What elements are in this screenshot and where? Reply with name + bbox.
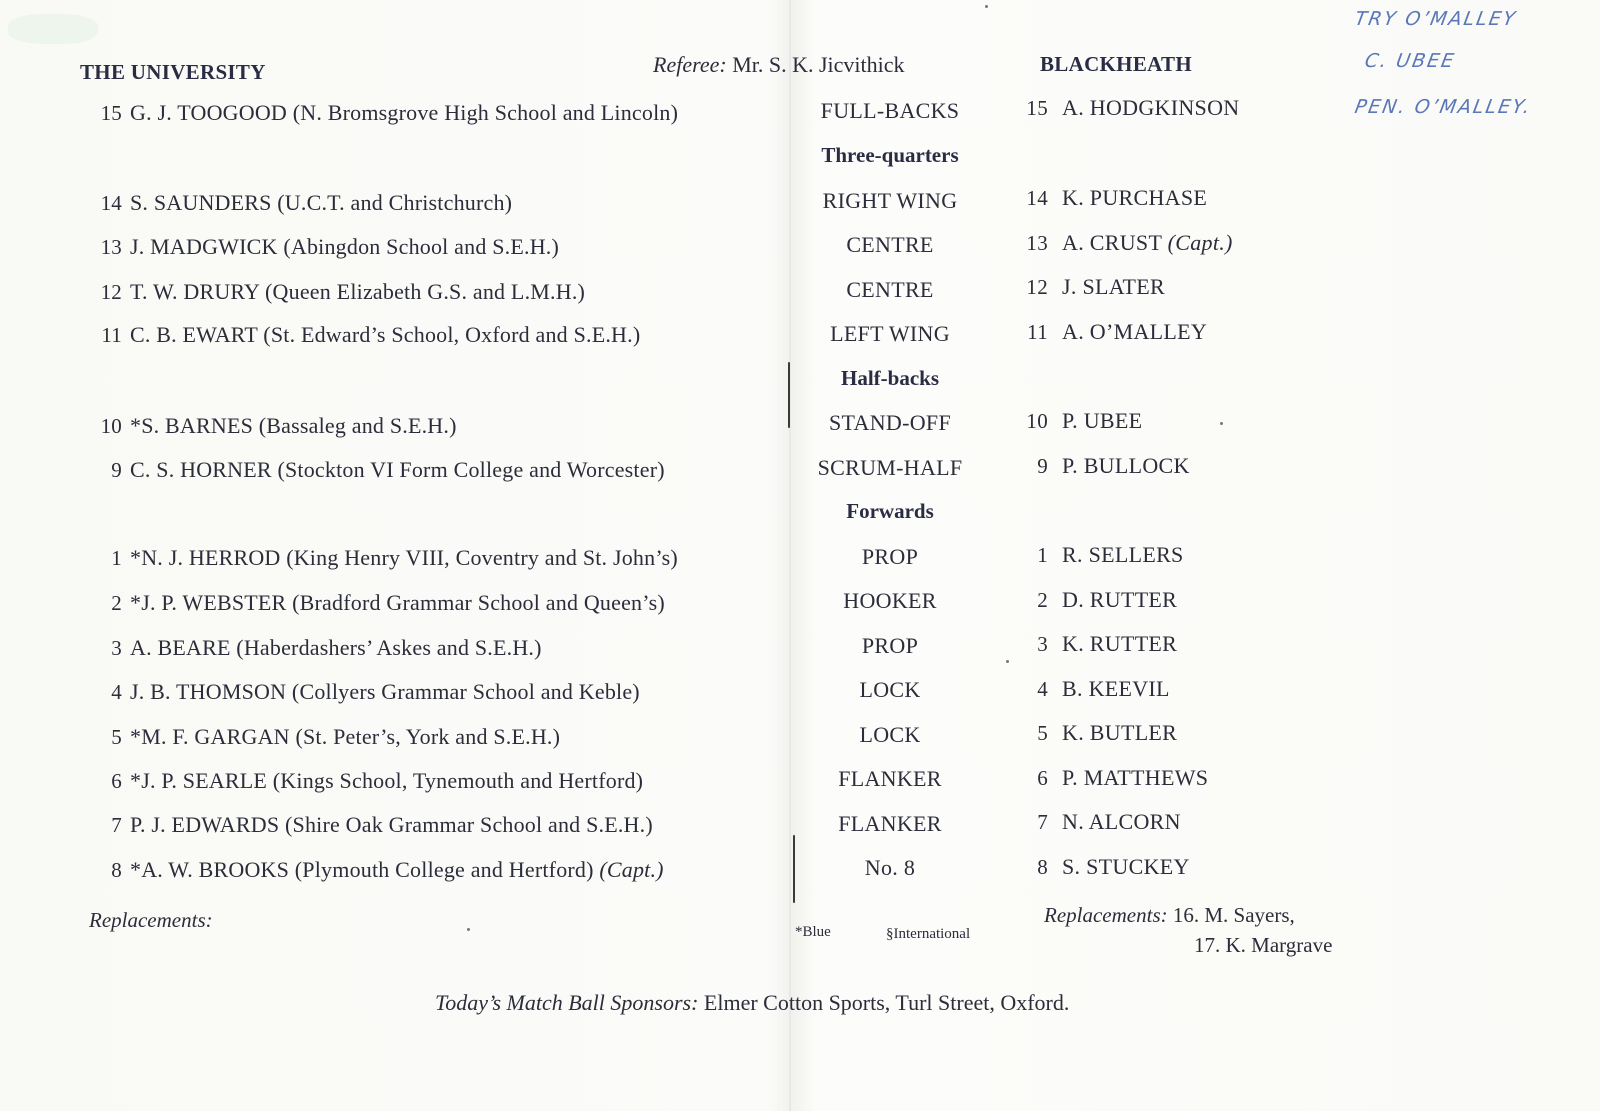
blackheath-player-7	[1020, 809, 1181, 835]
university-replacements-label: Replacements:	[89, 908, 213, 932]
position-prop: PROP	[861, 544, 919, 569]
player-name: A. CRUST	[1062, 230, 1162, 255]
university-player-11	[80, 322, 640, 348]
position-scrum-half: SCRUM-HALF	[817, 455, 963, 480]
paper-speck	[467, 928, 470, 931]
referee-label: Referee:	[653, 52, 727, 77]
paper-stain	[8, 14, 98, 44]
blackheath-player-14	[1020, 185, 1207, 211]
player-number: 3	[1037, 632, 1048, 656]
player-name: *S. BARNES (Bassaleg and S.E.H.)	[130, 413, 457, 438]
heading-three-quarters: Three-quarters	[821, 143, 959, 167]
paper-speck	[1006, 660, 1009, 663]
blackheath-title: BLACKHEATH	[1040, 52, 1192, 76]
player-number: 8	[1037, 855, 1048, 879]
player-name: K. BUTLER	[1062, 720, 1178, 745]
paper-speck	[1220, 422, 1223, 425]
player-name: P. MATTHEWS	[1062, 765, 1209, 790]
player-name: R. SELLERS	[1062, 542, 1184, 567]
university-player-6	[80, 768, 643, 794]
university-player-8	[80, 857, 664, 883]
player-name: N. ALCORN	[1062, 809, 1181, 834]
handwritten-note-penalty: PEN. O’MALLEY.	[1353, 96, 1534, 118]
player-name: C. S. HORNER (Stockton VI Form College and Worcester)	[130, 457, 665, 482]
player-number: 10	[1026, 409, 1048, 433]
player-name: A. BEARE (Haberdashers’ Askes and S.E.H.)	[130, 635, 542, 660]
player-number: 14	[1026, 186, 1048, 210]
university-player-5	[80, 724, 560, 750]
position-prop: PROP	[861, 633, 919, 658]
handwritten-note-conversion: C. UBEE	[1363, 50, 1458, 72]
blackheath-player-15	[1020, 95, 1239, 121]
legend-international: §International	[886, 926, 971, 942]
player-name: A. HODGKINSON	[1062, 95, 1240, 120]
match-ball-sponsors	[435, 990, 1069, 1016]
paper-speck	[985, 5, 988, 8]
sponsors-text: Elmer Cotton Sports, Turl Street, Oxford.	[703, 990, 1070, 1015]
blackheath-player-1	[1020, 542, 1184, 568]
heading-half-backs: Half-backs	[840, 366, 939, 390]
university-player-1	[80, 545, 678, 571]
position-centre: CENTRE	[846, 277, 934, 302]
blackheath-player-9	[1020, 453, 1190, 479]
university-player-9	[80, 457, 665, 483]
legend-blue: *Blue	[795, 924, 831, 940]
referee-line	[653, 52, 905, 78]
player-name: B. KEEVIL	[1062, 676, 1170, 701]
player-name: *J. P. WEBSTER (Bradford Grammar School and Queen’s)	[130, 590, 665, 615]
blackheath-replacements-label: Replacements:	[1044, 903, 1168, 927]
position-left-wing: LEFT WING	[830, 321, 950, 346]
player-name: *J. P. SEARLE (Kings School, Tynemouth and Hertford)	[130, 768, 644, 793]
blackheath-player-10	[1020, 408, 1142, 434]
university-player-13	[80, 234, 559, 260]
blackheath-player-2	[1020, 587, 1177, 613]
player-name: G. J. TOOGOOD (N. Bromsgrove High School and Lincoln)	[130, 100, 679, 125]
player-name: P. BULLOCK	[1062, 453, 1190, 478]
player-name: J. SLATER	[1062, 274, 1165, 299]
heading-forwards: Forwards	[846, 499, 934, 523]
player-number: 2	[1037, 588, 1048, 612]
blackheath-player-6	[1020, 765, 1208, 791]
position-number-8: No. 8	[864, 855, 916, 880]
university-player-15	[80, 100, 678, 126]
position-centre: CENTRE	[846, 232, 934, 257]
replacement-line-2: 17. K. Margrave	[1194, 933, 1333, 957]
player-number: 6	[111, 769, 122, 793]
player-number: 13	[100, 235, 122, 259]
player-number: 10	[100, 414, 122, 438]
position-hooker: HOOKER	[843, 588, 937, 613]
captain-suffix: (Capt.)	[599, 857, 664, 882]
player-name: A. O’MALLEY	[1062, 319, 1208, 344]
player-name: P. UBEE	[1062, 408, 1143, 433]
player-name: K. PURCHASE	[1062, 185, 1208, 210]
position-lock: LOCK	[859, 722, 921, 747]
player-name: *N. J. HERROD (King Henry VIII, Coventry and St. John’s)	[130, 545, 678, 570]
handwritten-note-try: TRY O’MALLEY	[1353, 8, 1519, 30]
university-player-14	[80, 190, 512, 216]
player-number: 7	[1037, 810, 1048, 834]
player-name: J. B. THOMSON (Collyers Grammar School and Keble)	[130, 679, 640, 704]
player-number: 3	[111, 636, 122, 660]
referee-name: Mr. S. K. Jicvithick	[732, 52, 905, 77]
player-name: S. STUCKEY	[1062, 854, 1190, 879]
player-name: P. J. EDWARDS (Shire Oak Grammar School and S.E.H.)	[130, 812, 653, 837]
player-number: 6	[1037, 766, 1048, 790]
player-number: 4	[1037, 677, 1048, 701]
blackheath-player-8	[1020, 854, 1190, 880]
blackheath-player-3	[1020, 631, 1177, 657]
captain-suffix: (Capt.)	[1167, 230, 1233, 255]
player-number: 15	[1026, 96, 1048, 120]
player-number: 11	[1027, 320, 1048, 344]
player-name: T. W. DRURY (Queen Elizabeth G.S. and L.M.H.)	[130, 279, 586, 304]
university-player-3	[80, 635, 542, 661]
player-number: 9	[1037, 454, 1048, 478]
player-name: *M. F. GARGAN (St. Peter’s, York and S.E.H.)	[130, 724, 561, 749]
player-name: J. MADGWICK (Abingdon School and S.E.H.)	[130, 234, 560, 259]
player-number: 7	[111, 813, 122, 837]
player-name: D. RUTTER	[1062, 587, 1178, 612]
blackheath-replacements	[1044, 900, 1332, 960]
player-name: S. SAUNDERS (U.C.T. and Christchurch)	[130, 190, 513, 215]
position-flanker: FLANKER	[838, 766, 942, 791]
player-name: *A. W. BROOKS (Plymouth College and Hertford)	[130, 857, 594, 882]
player-number: 12	[1026, 275, 1048, 299]
player-number: 11	[101, 323, 122, 347]
university-player-12	[80, 279, 585, 305]
blackheath-player-13	[1020, 230, 1233, 256]
player-number: 9	[111, 458, 122, 482]
player-number: 14	[100, 191, 122, 215]
position-full-back: FULL-BACKS	[820, 98, 960, 123]
player-number: 2	[111, 591, 122, 615]
player-number: 1	[111, 546, 122, 570]
position-stand-off: STAND-OFF	[829, 410, 951, 435]
university-player-10	[80, 413, 457, 439]
university-player-2	[80, 590, 665, 616]
player-name: C. B. EWART (St. Edward’s School, Oxford and S.E.H.)	[130, 322, 641, 347]
blackheath-player-12	[1020, 274, 1165, 300]
blackheath-player-11	[1020, 319, 1207, 345]
position-lock: LOCK	[859, 677, 921, 702]
blackheath-player-5	[1020, 720, 1177, 746]
player-number: 4	[111, 680, 122, 704]
university-title: THE UNIVERSITY	[80, 60, 266, 84]
blackheath-player-4	[1020, 676, 1170, 702]
sponsors-label: Today’s Match Ball Sponsors:	[435, 990, 699, 1015]
player-number: 5	[111, 725, 122, 749]
player-number: 12	[100, 280, 122, 304]
player-number: 13	[1026, 231, 1048, 255]
replacement-line-1: 16. M. Sayers,	[1172, 903, 1295, 927]
player-name: K. RUTTER	[1062, 631, 1178, 656]
player-number: 1	[1037, 543, 1048, 567]
player-number: 5	[1037, 721, 1048, 745]
player-number: 8	[111, 858, 122, 882]
university-player-7	[80, 812, 653, 838]
university-player-4	[80, 679, 640, 705]
player-number: 15	[100, 101, 122, 125]
position-flanker: FLANKER	[838, 811, 942, 836]
position-right-wing: RIGHT WING	[822, 188, 958, 213]
